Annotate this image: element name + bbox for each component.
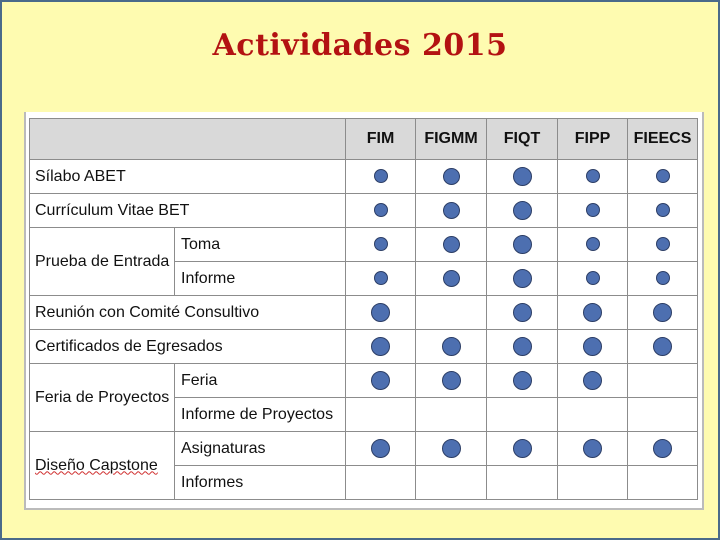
cell-fiqt [487, 262, 558, 296]
marker-dot [513, 371, 532, 390]
cell-fim [346, 194, 416, 228]
activity-label: Certificados de Egresados [30, 330, 346, 364]
marker-dot [583, 337, 602, 356]
activity-label [30, 432, 175, 500]
marker-dot [586, 271, 600, 285]
cell-fieecs [628, 194, 698, 228]
cell-figmm [416, 194, 487, 228]
cell-fipp [558, 296, 628, 330]
cell-fipp [558, 330, 628, 364]
marker-dot [513, 235, 532, 254]
cell-fieecs [628, 398, 698, 432]
cell-fipp [558, 194, 628, 228]
cell-fim [346, 398, 416, 432]
marker-dot [583, 371, 602, 390]
cell-fiqt [487, 398, 558, 432]
marker-dot [443, 270, 460, 287]
cell-fipp [558, 466, 628, 500]
cell-fim [346, 432, 416, 466]
marker-dot [374, 237, 388, 251]
cell-fieecs [628, 228, 698, 262]
row-capstone [30, 432, 698, 466]
marker-dot [374, 203, 388, 217]
cell-fipp [558, 228, 628, 262]
marker-dot [513, 167, 532, 186]
cell-fim [346, 160, 416, 194]
cell-fiqt [487, 194, 558, 228]
row-certificados [30, 330, 698, 364]
cell-figmm [416, 364, 487, 398]
cell-fieecs [628, 296, 698, 330]
cell-fim [346, 364, 416, 398]
cell-figmm [416, 228, 487, 262]
marker-dot [586, 169, 600, 183]
activity-label: Currículum Vitae BET [30, 194, 346, 228]
cell-figmm [416, 432, 487, 466]
cell-fiqt [487, 432, 558, 466]
header-row [30, 119, 698, 160]
cell-fieecs [628, 432, 698, 466]
marker-dot [443, 236, 460, 253]
activity-label: Feria de Proyectos [30, 364, 175, 432]
header-fiqt: FIQT [487, 119, 558, 160]
cell-fipp [558, 262, 628, 296]
header-figmm: FIGMM [416, 119, 487, 160]
marker-dot [443, 202, 460, 219]
cell-fiqt [487, 160, 558, 194]
marker-dot [653, 337, 672, 356]
slide-title: Actividades 2015 [212, 28, 508, 63]
activity-label: Prueba de Entrada [30, 228, 175, 296]
cell-figmm [416, 330, 487, 364]
sub-activity-label: Feria [175, 364, 346, 398]
header-fim: FIM [346, 119, 416, 160]
marker-dot [586, 203, 600, 217]
marker-dot [583, 303, 602, 322]
marker-dot [442, 371, 461, 390]
marker-dot [513, 439, 532, 458]
header-fieecs: FIEECS [628, 119, 698, 160]
activities-table-frame [24, 112, 704, 510]
cell-figmm [416, 398, 487, 432]
cell-fim [346, 228, 416, 262]
marker-dot [656, 169, 670, 183]
cell-figmm [416, 160, 487, 194]
sub-activity-label: Informes [175, 466, 346, 500]
cell-fieecs [628, 330, 698, 364]
cell-figmm [416, 296, 487, 330]
cell-fieecs [628, 160, 698, 194]
row-feria [30, 364, 698, 398]
marker-dot [371, 303, 390, 322]
sub-activity-label: Toma [175, 228, 346, 262]
activity-label: Sílabo ABET [30, 160, 346, 194]
header-blank-cell [30, 119, 346, 160]
cell-fim [346, 262, 416, 296]
marker-dot [513, 337, 532, 356]
marker-dot [443, 168, 460, 185]
cell-fim [346, 296, 416, 330]
marker-dot [586, 237, 600, 251]
cell-fiqt [487, 228, 558, 262]
activity-label-text: Diseño Capstone [35, 456, 158, 474]
cell-fieecs [628, 466, 698, 500]
cell-fieecs [628, 364, 698, 398]
sub-activity-label: Informe [175, 262, 346, 296]
table-bottom-edge [24, 508, 702, 510]
activities-table [29, 118, 698, 500]
marker-dot [442, 337, 461, 356]
header-fipp: FIPP [558, 119, 628, 160]
marker-dot [583, 439, 602, 458]
marker-dot [371, 371, 390, 390]
marker-dot [513, 303, 532, 322]
cell-fipp [558, 398, 628, 432]
row-reunion [30, 296, 698, 330]
marker-dot [513, 269, 532, 288]
cell-fipp [558, 160, 628, 194]
row-curriculum [30, 194, 698, 228]
marker-dot [513, 201, 532, 220]
row-prueba-toma [30, 228, 698, 262]
cell-fiqt [487, 364, 558, 398]
row-silabo [30, 160, 698, 194]
cell-fim [346, 466, 416, 500]
marker-dot [656, 237, 670, 251]
marker-dot [371, 337, 390, 356]
cell-fiqt [487, 466, 558, 500]
marker-dot [374, 169, 388, 183]
cell-fim [346, 330, 416, 364]
marker-dot [653, 439, 672, 458]
cell-fiqt [487, 330, 558, 364]
activity-label: Reunión con Comité Consultivo [30, 296, 346, 330]
cell-fieecs [628, 262, 698, 296]
cell-fipp [558, 364, 628, 398]
marker-dot [656, 271, 670, 285]
marker-dot [442, 439, 461, 458]
marker-dot [374, 271, 388, 285]
sub-activity-label: Asignaturas [175, 432, 346, 466]
cell-figmm [416, 262, 487, 296]
marker-dot [653, 303, 672, 322]
marker-dot [371, 439, 390, 458]
cell-figmm [416, 466, 487, 500]
sub-activity-label: Informe de Proyectos [175, 398, 346, 432]
marker-dot [656, 203, 670, 217]
cell-fiqt [487, 296, 558, 330]
cell-fipp [558, 432, 628, 466]
